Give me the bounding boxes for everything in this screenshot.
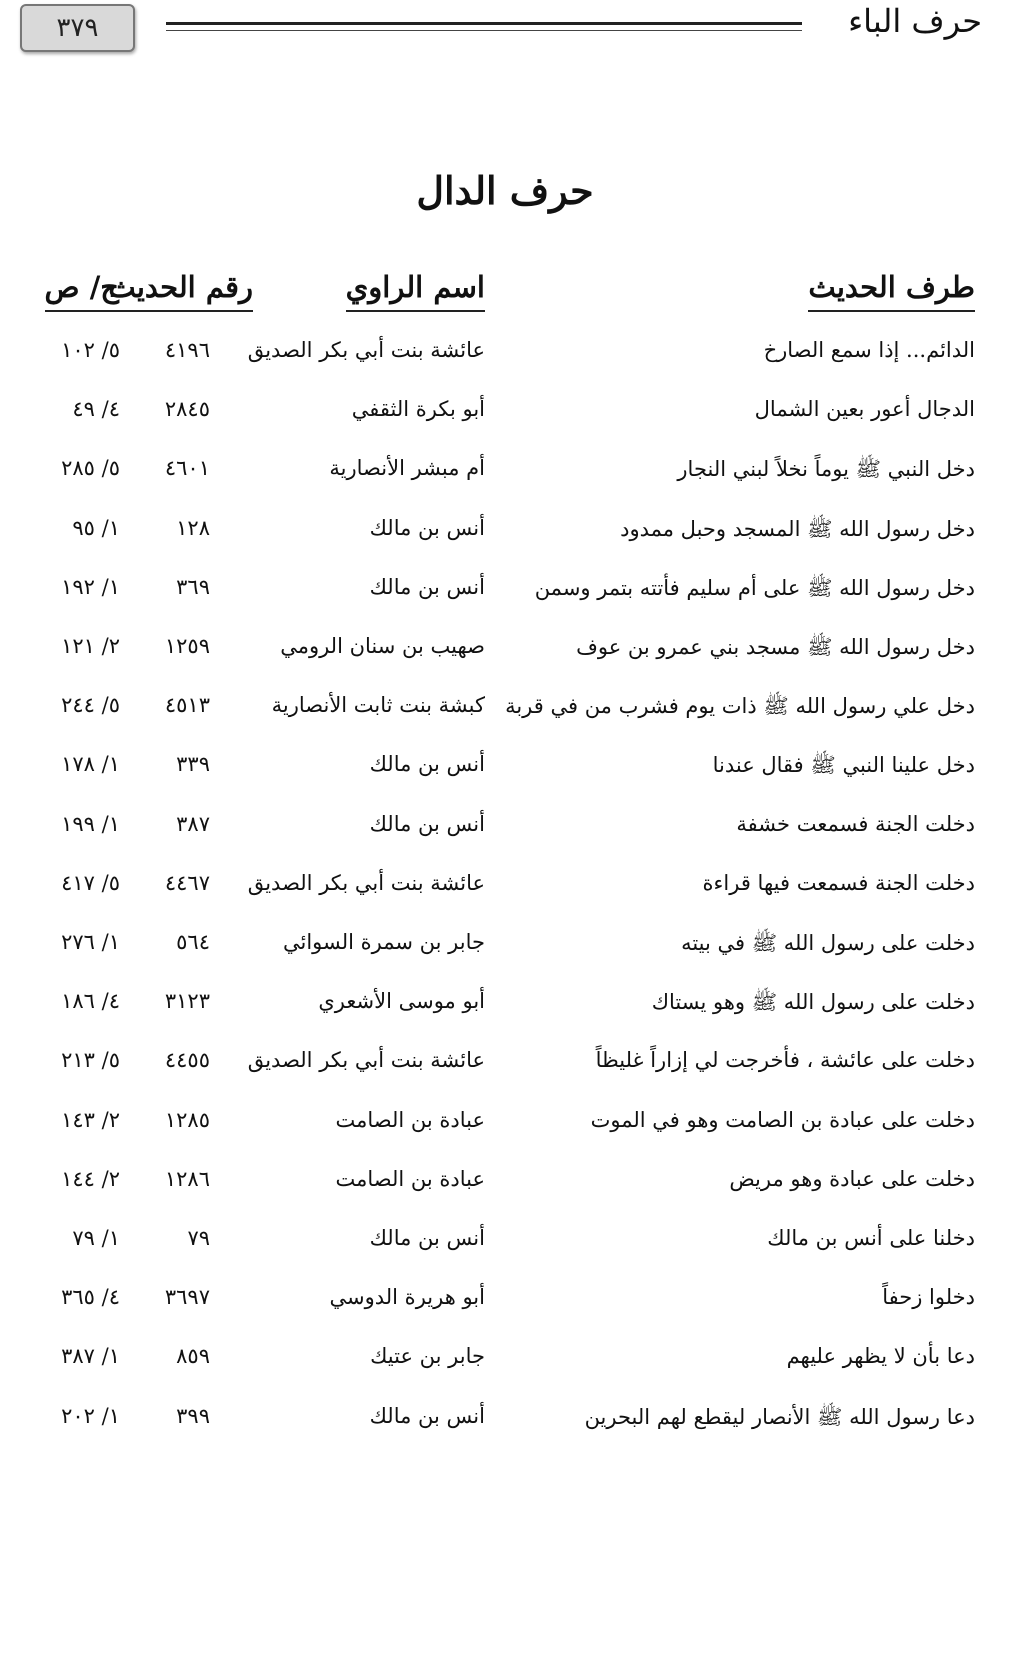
table-row xyxy=(0,1404,1010,1444)
cell-edge: الدائم... إذا سمع الصارخ xyxy=(763,338,975,362)
cell-narrator: عبادة بن الصامت xyxy=(335,1107,485,1132)
cell-narrator: أنس بن مالك xyxy=(369,752,485,777)
running-header xyxy=(0,0,1010,70)
table-row xyxy=(0,456,1010,496)
cell-ref: ٥/ ١٠٢ xyxy=(61,338,120,362)
cell-edge: الدجال أعور بعين الشمال xyxy=(754,397,975,422)
cell-ref: ١/ ٣٨٧ xyxy=(61,1344,120,1369)
cell-edge: دخل رسول الله ﷺ على أم سليم فأتته بتمر وسمن xyxy=(534,575,975,600)
cell-edge: دخل رسول الله ﷺ المسجد وحبل ممدود xyxy=(620,516,975,541)
cell-edge: دخلنا على أنس بن مالك xyxy=(767,1226,975,1250)
cell-number: ٧٩ xyxy=(187,1226,210,1250)
table-row xyxy=(0,1344,1010,1384)
cell-number: ٣٦٩٧ xyxy=(164,1285,210,1310)
cell-ref: ١/ ٢٧٦ xyxy=(61,930,120,954)
cell-narrator: أنس بن مالك xyxy=(369,515,485,540)
header-rule-thin xyxy=(166,30,802,31)
cell-edge: دخلت على عبادة وهو مريض xyxy=(729,1166,975,1191)
cell-narrator: عبادة بن الصامت xyxy=(335,1166,485,1191)
cell-narrator: صهيب بن سنان الرومي xyxy=(280,634,485,658)
table-row xyxy=(0,1226,1010,1266)
cell-narrator: أنس بن مالك xyxy=(369,1403,485,1428)
cell-number: ٤١٩٦ xyxy=(164,338,210,362)
cell-narrator: أنس بن مالك xyxy=(369,574,485,599)
header-double-rule xyxy=(166,22,802,34)
cell-narrator: عائشة بنت أبي بكر الصديق xyxy=(247,870,485,895)
table-row xyxy=(0,1108,1010,1148)
cell-ref: ٤/ ٤٩ xyxy=(72,397,120,422)
cell-ref: ٥/ ٢٨٥ xyxy=(61,456,120,481)
cell-number: ٣١٢٣ xyxy=(164,989,210,1014)
cell-number: ٣٨٧ xyxy=(176,811,210,836)
cell-number: ٤٦٠١ xyxy=(164,456,210,481)
table-row xyxy=(0,871,1010,911)
cell-narrator: جابر بن عتيك xyxy=(370,1344,485,1369)
cell-narrator: كبشة بنت ثابت الأنصارية xyxy=(271,693,485,718)
cell-ref: ٥/ ٢١٣ xyxy=(61,1048,120,1073)
cell-number: ٣٣٩ xyxy=(176,752,210,777)
cell-number: ٥٦٤ xyxy=(176,930,210,954)
cell-number: ٢٨٤٥ xyxy=(164,397,210,422)
cell-ref: ١/ ١٧٨ xyxy=(61,752,120,777)
cell-ref: ١/ ٩٥ xyxy=(72,515,120,540)
cell-edge: دخلت الجنة فسمعت خشفة xyxy=(736,811,975,836)
cell-narrator: أنس بن مالك xyxy=(369,811,485,836)
table-row xyxy=(0,397,1010,437)
cell-ref: ١/ ١٩٩ xyxy=(61,811,120,836)
cell-ref: ٥/ ٢٤٤ xyxy=(61,693,120,718)
table-row xyxy=(0,338,1010,378)
section-title: حرف الدال xyxy=(416,168,594,213)
page-number: ٣٧٩ xyxy=(56,13,99,43)
table-row xyxy=(0,812,1010,852)
cell-number: ٨٥٩ xyxy=(176,1344,210,1369)
table-row xyxy=(0,1048,1010,1088)
cell-number: ٤٤٥٥ xyxy=(164,1048,210,1073)
cell-ref: ٢/ ١٢١ xyxy=(61,634,120,658)
cell-ref: ٤/ ٣٦٥ xyxy=(61,1285,120,1310)
cell-edge: دخل النبي ﷺ يوماً نخلاً لبني النجار xyxy=(677,457,975,482)
cell-narrator: أبو موسى الأشعري xyxy=(318,989,485,1014)
table-row xyxy=(0,930,1010,970)
cell-edge: دخل رسول الله ﷺ مسجد بني عمرو بن عوف xyxy=(576,635,975,659)
cell-edge: دخلت على رسول الله ﷺ وهو يستاك xyxy=(651,990,975,1015)
cell-edge: دخل علي رسول الله ﷺ ذات يوم فشرب من في قربة xyxy=(505,694,975,719)
cell-number: ٣٩٩ xyxy=(176,1403,210,1428)
cell-edge: دخلت على عائشة ، فأخرجت لي إزاراً غليظاً xyxy=(595,1048,975,1073)
cell-ref: ٥/ ٤١٧ xyxy=(61,870,120,895)
cell-edge: دخلت على عبادة بن الصامت وهو في الموت xyxy=(590,1107,975,1132)
table-row xyxy=(0,1167,1010,1207)
cell-number: ١٢٨ xyxy=(176,515,210,540)
table-row xyxy=(0,989,1010,1029)
table-row xyxy=(0,752,1010,792)
table-row xyxy=(0,693,1010,733)
table-row xyxy=(0,1285,1010,1325)
table-row xyxy=(0,516,1010,556)
header-rule-thick xyxy=(166,22,802,25)
cell-ref: ٢/ ١٤٤ xyxy=(61,1166,120,1191)
cell-narrator: أبو بكرة الثقفي xyxy=(351,397,485,422)
cell-number: ٤٥١٣ xyxy=(164,693,210,718)
cell-narrator: أم مبشر الأنصارية xyxy=(329,456,485,481)
chapter-title: حرف الباء xyxy=(848,2,982,40)
column-header-number: رقم الحديث xyxy=(108,270,253,312)
cell-narrator: جابر بن سمرة السوائي xyxy=(283,930,485,954)
cell-number: ١٢٥٩ xyxy=(164,634,210,658)
cell-edge: دخلت على رسول الله ﷺ في بيته xyxy=(681,931,975,955)
cell-narrator: أبو هريرة الدوسي xyxy=(329,1285,485,1310)
cell-ref: ٤/ ١٨٦ xyxy=(61,989,120,1014)
cell-ref: ٢/ ١٤٣ xyxy=(61,1107,120,1132)
cell-ref: ١/ ٢٠٢ xyxy=(61,1403,120,1428)
cell-narrator: أنس بن مالك xyxy=(369,1226,485,1250)
cell-number: ١٢٨٦ xyxy=(164,1166,210,1191)
cell-number: ١٢٨٥ xyxy=(164,1107,210,1132)
cell-ref: ١/ ٧٩ xyxy=(72,1226,120,1250)
column-header-edge: طرف الحديث xyxy=(808,270,975,312)
cell-edge: دخلوا زحفاً xyxy=(882,1285,975,1310)
cell-edge: دعا بأن لا يظهر عليهم xyxy=(786,1344,975,1369)
cell-number: ٤٤٦٧ xyxy=(164,870,210,895)
cell-narrator: عائشة بنت أبي بكر الصديق xyxy=(247,338,485,362)
cell-number: ٣٦٩ xyxy=(176,574,210,599)
cell-edge: دعا رسول الله ﷺ الأنصار ليقطع لهم البحرين xyxy=(584,1404,975,1429)
column-header-narrator: اسم الراوي xyxy=(346,270,485,312)
cell-ref: ١/ ١٩٢ xyxy=(61,574,120,599)
column-header-ref: ج/ ص xyxy=(45,270,119,312)
cell-edge: دخل علينا النبي ﷺ فقال عندنا xyxy=(712,753,975,778)
table-row xyxy=(0,634,1010,674)
cell-narrator: عائشة بنت أبي بكر الصديق xyxy=(247,1048,485,1073)
cell-edge: دخلت الجنة فسمعت فيها قراءة xyxy=(702,870,975,895)
table-row xyxy=(0,575,1010,615)
page-number-badge xyxy=(20,4,135,52)
